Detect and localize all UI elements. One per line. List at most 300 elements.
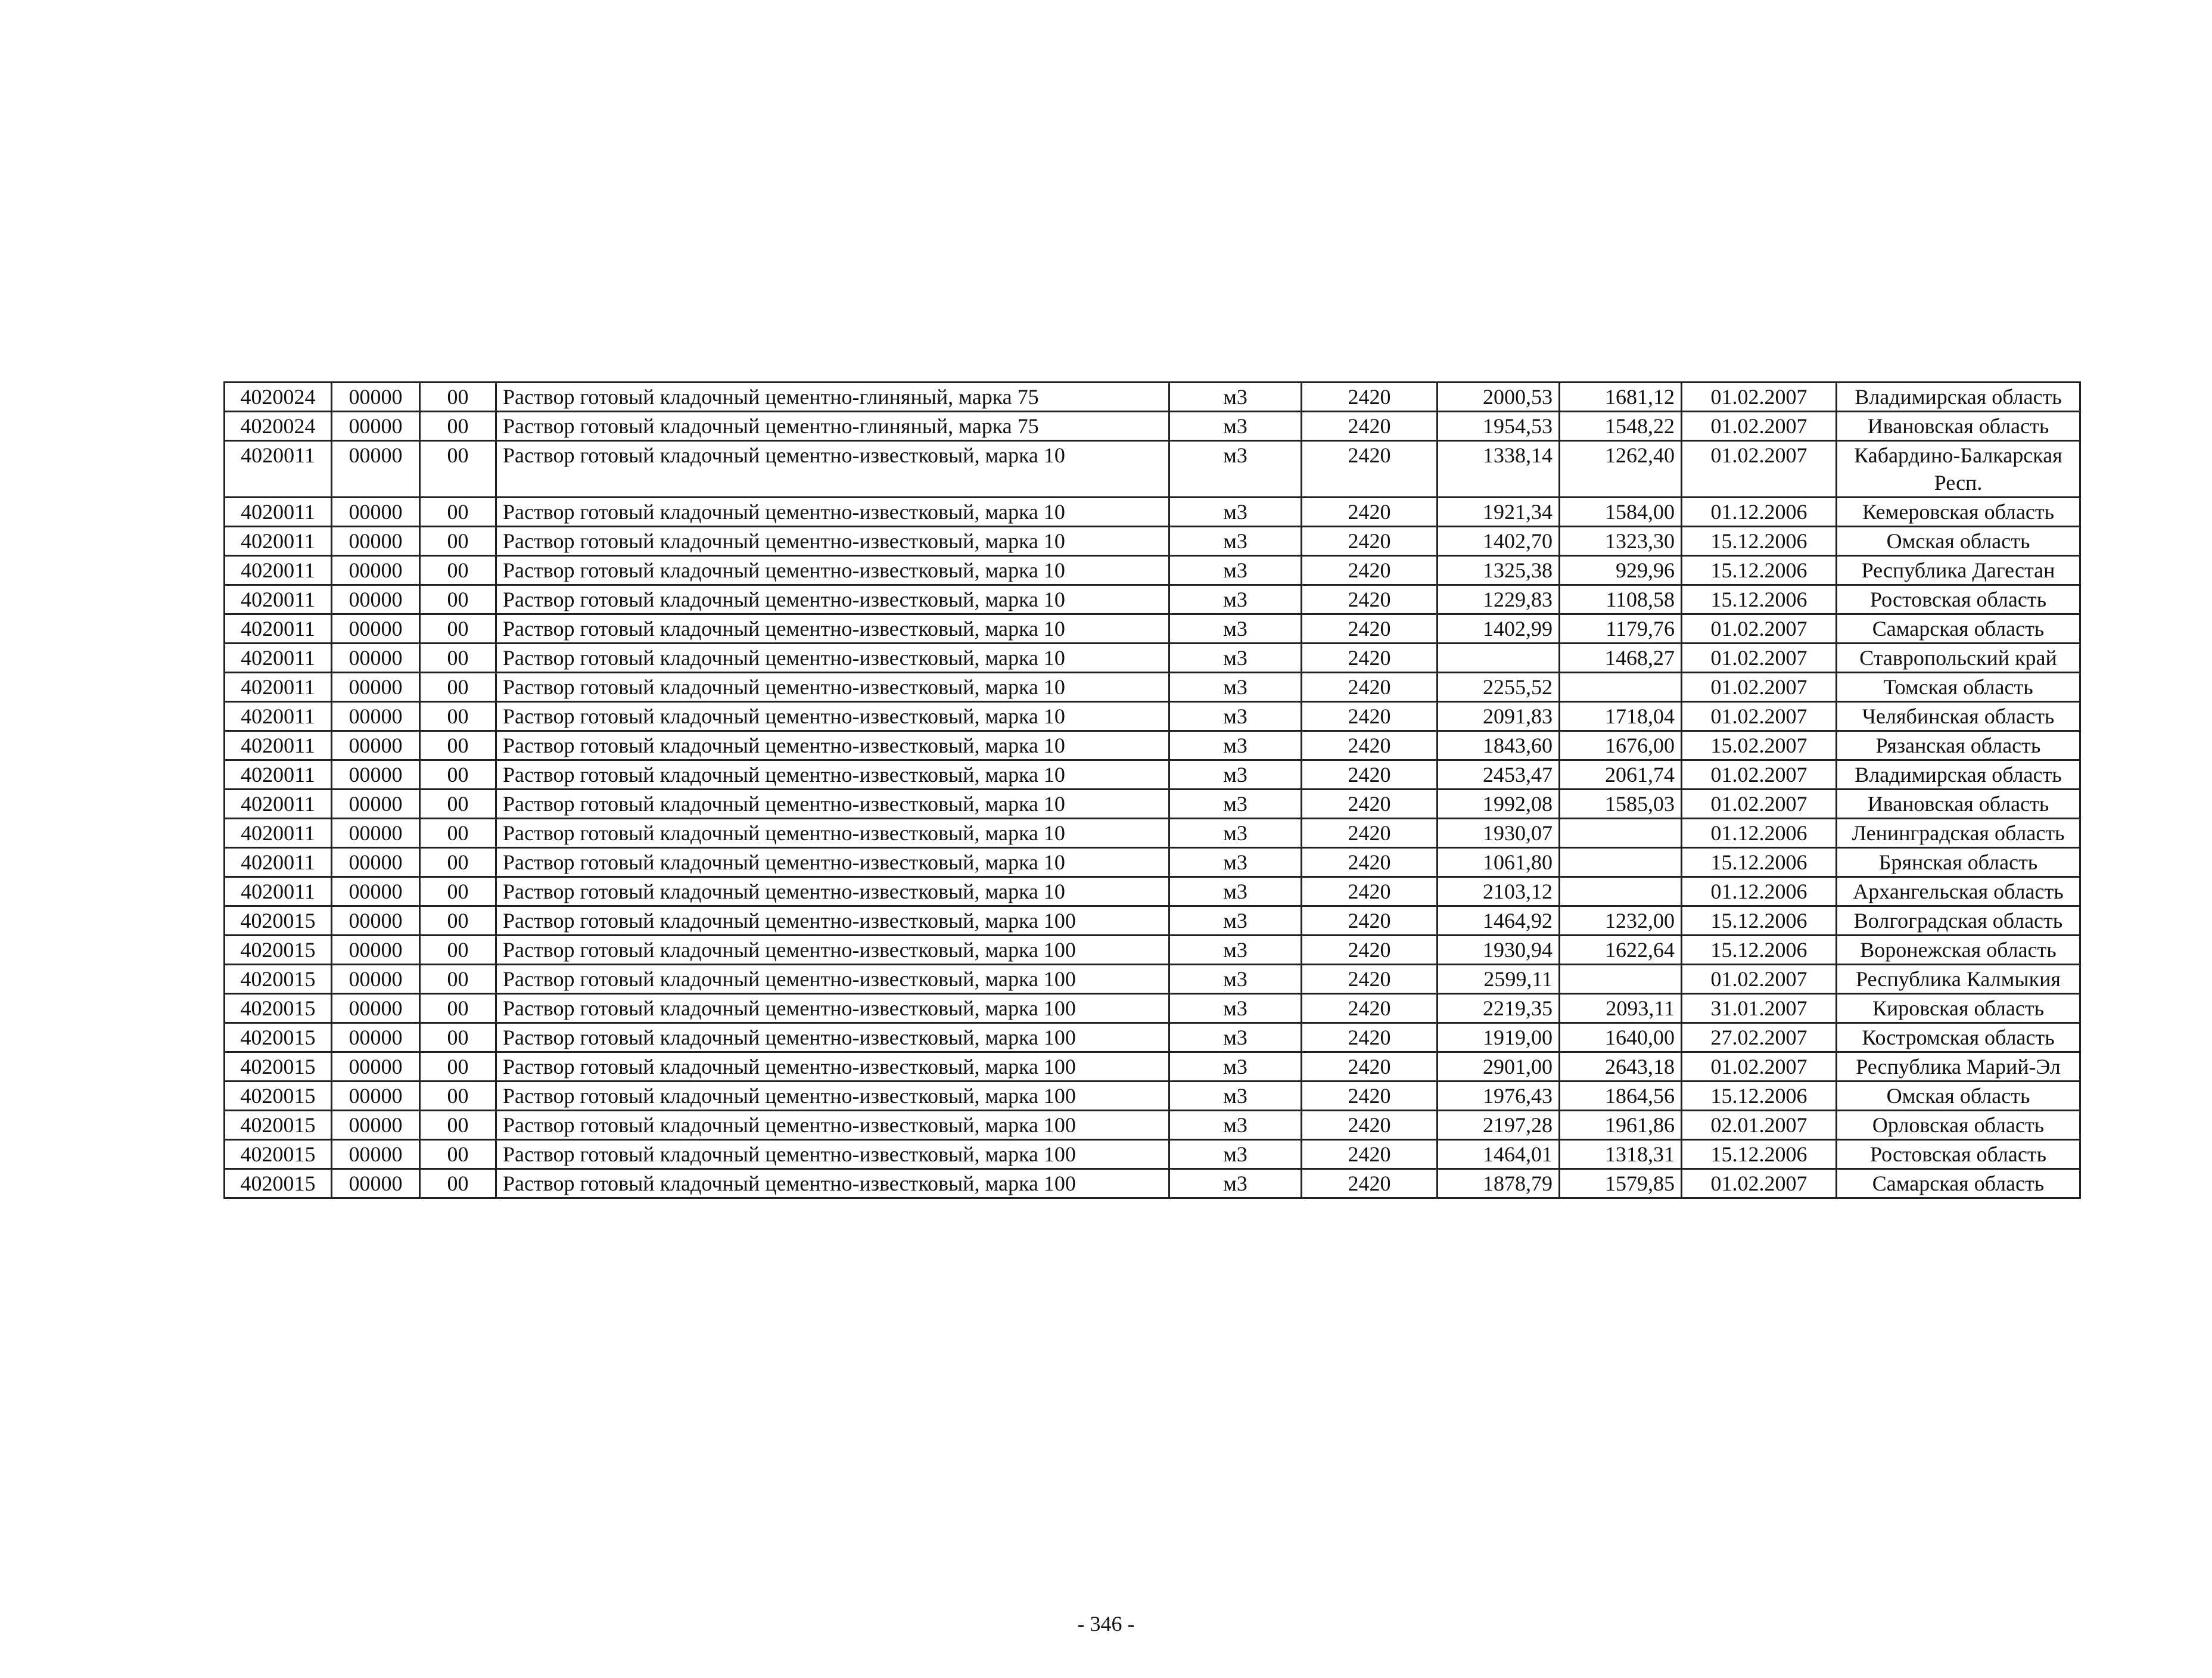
sub-code-cell: 00000 [332,819,420,848]
price-date-cell: 15.12.2006 [1682,527,1837,556]
price-1-cell: 1954,53 [1438,412,1560,441]
group-code-cell: 2420 [1302,1023,1438,1052]
region-cell: Омская область [1837,1082,2080,1111]
region-cell: Самарская область [1837,614,2080,644]
price-2-cell: 2093,11 [1560,994,1682,1023]
region-cell: Республика Калмыкия [1837,965,2080,994]
material-name-cell: Раствор готовый кладочный цементно-глиняный, марка 75 [496,383,1169,412]
material-name-cell: Раствор готовый кладочный цементно-известковый, марка 100 [496,906,1169,936]
unit-cell: м3 [1169,644,1302,673]
region-cell: Томская область [1837,673,2080,702]
unit-cell: м3 [1169,556,1302,585]
price-1-cell: 1325,38 [1438,556,1560,585]
k-code-cell: 00 [420,906,496,936]
group-code-cell: 2420 [1302,848,1438,877]
price-1-cell: 1976,43 [1438,1082,1560,1111]
k-code-cell: 00 [420,1111,496,1140]
unit-cell: м3 [1169,965,1302,994]
k-code-cell: 00 [420,936,496,965]
k-code-cell: 00 [420,731,496,760]
price-date-cell: 01.12.2006 [1682,877,1837,906]
price-date-cell: 01.02.2007 [1682,412,1837,441]
price-date-cell: 15.12.2006 [1682,585,1837,614]
k-code-cell: 00 [420,790,496,819]
group-code-cell: 2420 [1302,936,1438,965]
table-row [225,673,2080,702]
price-date-cell: 02.01.2007 [1682,1111,1837,1140]
resource-code-cell: 4020015 [225,1169,332,1198]
unit-cell: м3 [1169,585,1302,614]
unit-cell: м3 [1169,1169,1302,1198]
sub-code-cell: 00000 [332,994,420,1023]
sub-code-cell: 00000 [332,556,420,585]
sub-code-cell: 00000 [332,383,420,412]
price-2-cell: 1468,27 [1560,644,1682,673]
k-code-cell: 00 [420,1082,496,1111]
price-date-cell: 15.12.2006 [1682,906,1837,936]
region-cell: Ивановская область [1837,790,2080,819]
resource-code-cell: 4020015 [225,936,332,965]
price-date-cell: 15.12.2006 [1682,1082,1837,1111]
material-name-cell: Раствор готовый кладочный цементно-известковый, марка 100 [496,1023,1169,1052]
region-cell: Рязанская область [1837,731,2080,760]
price-date-cell: 15.12.2006 [1682,1140,1837,1169]
material-name-cell: Раствор готовый кладочный цементно-известковый, марка 100 [496,1082,1169,1111]
sub-code-cell: 00000 [332,1169,420,1198]
price-2-cell: 2643,18 [1560,1052,1682,1082]
group-code-cell: 2420 [1302,614,1438,644]
region-cell: Самарская область [1837,1169,2080,1198]
unit-cell: м3 [1169,702,1302,731]
material-name-cell: Раствор готовый кладочный цементно-известковый, марка 100 [496,994,1169,1023]
price-1-cell: 2599,11 [1438,965,1560,994]
unit-cell: м3 [1169,906,1302,936]
region-cell: Республика Дагестан [1837,556,2080,585]
group-code-cell: 2420 [1302,819,1438,848]
k-code-cell: 00 [420,644,496,673]
sub-code-cell: 00000 [332,585,420,614]
sub-code-cell: 00000 [332,731,420,760]
material-name-cell: Раствор готовый кладочный цементно-известковый, марка 100 [496,1169,1169,1198]
group-code-cell: 2420 [1302,585,1438,614]
resource-code-cell: 4020015 [225,1111,332,1140]
price-2-cell: 1718,04 [1560,702,1682,731]
group-code-cell: 2420 [1302,994,1438,1023]
price-2-cell: 1681,12 [1560,383,1682,412]
price-2-cell: 1622,64 [1560,936,1682,965]
k-code-cell: 00 [420,760,496,790]
sub-code-cell: 00000 [332,848,420,877]
table-row [225,556,2080,585]
unit-cell: м3 [1169,1111,1302,1140]
group-code-cell: 2420 [1302,1111,1438,1140]
resource-code-cell: 4020011 [225,790,332,819]
price-1-cell: 1061,80 [1438,848,1560,877]
table-row [225,1169,2080,1198]
k-code-cell: 00 [420,556,496,585]
sub-code-cell: 00000 [332,498,420,527]
region-cell: Волгоградская область [1837,906,2080,936]
group-code-cell: 2420 [1302,965,1438,994]
table-row [225,790,2080,819]
price-2-cell: 1548,22 [1560,412,1682,441]
table-row [225,1082,2080,1111]
sub-code-cell: 00000 [332,644,420,673]
resource-code-cell: 4020015 [225,1140,332,1169]
group-code-cell: 2420 [1302,877,1438,906]
resource-code-cell: 4020015 [225,906,332,936]
price-2-cell: 1584,00 [1560,498,1682,527]
table-row [225,906,2080,936]
price-date-cell: 15.12.2006 [1682,936,1837,965]
price-1-cell: 2219,35 [1438,994,1560,1023]
material-name-cell: Раствор готовый кладочный цементно-известковый, марка 10 [496,614,1169,644]
price-date-cell: 01.02.2007 [1682,441,1837,498]
material-name-cell: Раствор готовый кладочный цементно-известковый, марка 100 [496,965,1169,994]
price-2-cell: 929,96 [1560,556,1682,585]
table-row [225,848,2080,877]
resource-code-cell: 4020011 [225,498,332,527]
resource-code-cell: 4020011 [225,527,332,556]
material-name-cell: Раствор готовый кладочный цементно-известковый, марка 10 [496,673,1169,702]
resource-code-cell: 4020011 [225,760,332,790]
group-code-cell: 2420 [1302,412,1438,441]
price-date-cell: 01.12.2006 [1682,819,1837,848]
region-cell: Брянская область [1837,848,2080,877]
unit-cell: м3 [1169,790,1302,819]
material-name-cell: Раствор готовый кладочный цементно-известковый, марка 10 [496,585,1169,614]
table-row [225,1140,2080,1169]
k-code-cell: 00 [420,877,496,906]
material-name-cell: Раствор готовый кладочный цементно-известковый, марка 100 [496,1140,1169,1169]
price-1-cell: 2453,47 [1438,760,1560,790]
k-code-cell: 00 [420,441,496,498]
price-1-cell [1438,644,1560,673]
region-cell: Ивановская область [1837,412,2080,441]
sub-code-cell: 00000 [332,1052,420,1082]
resource-code-cell: 4020011 [225,614,332,644]
price-2-cell: 1640,00 [1560,1023,1682,1052]
price-1-cell: 1843,60 [1438,731,1560,760]
group-code-cell: 2420 [1302,527,1438,556]
sub-code-cell: 00000 [332,760,420,790]
k-code-cell: 00 [420,1023,496,1052]
k-code-cell: 00 [420,1140,496,1169]
price-2-cell: 2061,74 [1560,760,1682,790]
material-name-cell: Раствор готовый кладочный цементно-известковый, марка 10 [496,527,1169,556]
price-2-cell [1560,877,1682,906]
sub-code-cell: 00000 [332,441,420,498]
table-row [225,614,2080,644]
unit-cell: м3 [1169,673,1302,702]
table-row [225,644,2080,673]
k-code-cell: 00 [420,527,496,556]
group-code-cell: 2420 [1302,556,1438,585]
material-name-cell: Раствор готовый кладочный цементно-известковый, марка 10 [496,556,1169,585]
region-cell: Республика Марий-Эл [1837,1052,2080,1082]
resource-code-cell: 4020011 [225,819,332,848]
group-code-cell: 2420 [1302,498,1438,527]
table-row [225,527,2080,556]
sub-code-cell: 00000 [332,877,420,906]
price-1-cell: 1930,94 [1438,936,1560,965]
material-name-cell: Раствор готовый кладочный цементно-известковый, марка 100 [496,1111,1169,1140]
region-cell: Кемеровская область [1837,498,2080,527]
price-2-cell: 1323,30 [1560,527,1682,556]
table-row [225,412,2080,441]
region-cell: Орловская область [1837,1111,2080,1140]
price-1-cell: 1338,14 [1438,441,1560,498]
region-cell: Челябинская область [1837,702,2080,731]
group-code-cell: 2420 [1302,731,1438,760]
material-name-cell: Раствор готовый кладочный цементно-известковый, марка 10 [496,848,1169,877]
resource-code-cell: 4020024 [225,383,332,412]
sub-code-cell: 00000 [332,702,420,731]
material-name-cell: Раствор готовый кладочный цементно-известковый, марка 10 [496,441,1169,498]
sub-code-cell: 00000 [332,614,420,644]
table-row [225,994,2080,1023]
price-date-cell: 01.02.2007 [1682,644,1837,673]
price-date-cell: 15.02.2007 [1682,731,1837,760]
table-row [225,731,2080,760]
price-2-cell: 1676,00 [1560,731,1682,760]
price-1-cell: 2255,52 [1438,673,1560,702]
price-1-cell: 1402,70 [1438,527,1560,556]
unit-cell: м3 [1169,936,1302,965]
unit-cell: м3 [1169,527,1302,556]
price-1-cell: 1402,99 [1438,614,1560,644]
sub-code-cell: 00000 [332,790,420,819]
price-date-cell: 15.12.2006 [1682,848,1837,877]
price-2-cell: 1864,56 [1560,1082,1682,1111]
unit-cell: м3 [1169,441,1302,498]
resource-code-cell: 4020015 [225,1082,332,1111]
price-2-cell [1560,848,1682,877]
table-row [225,441,2080,498]
material-name-cell: Раствор готовый кладочный цементно-глиняный, марка 75 [496,412,1169,441]
price-date-cell: 01.02.2007 [1682,383,1837,412]
price-1-cell: 2197,28 [1438,1111,1560,1140]
price-1-cell: 2091,83 [1438,702,1560,731]
sub-code-cell: 00000 [332,965,420,994]
price-date-cell: 01.02.2007 [1682,760,1837,790]
k-code-cell: 00 [420,412,496,441]
price-date-cell: 01.02.2007 [1682,790,1837,819]
material-name-cell: Раствор готовый кладочный цементно-известковый, марка 10 [496,498,1169,527]
region-cell: Ленинградская область [1837,819,2080,848]
k-code-cell: 00 [420,1169,496,1198]
unit-cell: м3 [1169,877,1302,906]
sub-code-cell: 00000 [332,673,420,702]
resource-code-cell: 4020011 [225,731,332,760]
price-1-cell: 1229,83 [1438,585,1560,614]
document-page [223,381,2079,1199]
region-cell: Воронежская область [1837,936,2080,965]
group-code-cell: 2420 [1302,644,1438,673]
price-date-cell: 01.02.2007 [1682,1169,1837,1198]
sub-code-cell: 00000 [332,527,420,556]
price-1-cell: 1930,07 [1438,819,1560,848]
price-2-cell [1560,673,1682,702]
resource-code-cell: 4020011 [225,877,332,906]
price-date-cell: 01.02.2007 [1682,673,1837,702]
price-2-cell: 1232,00 [1560,906,1682,936]
region-cell: Костромская область [1837,1023,2080,1052]
resource-code-cell: 4020011 [225,673,332,702]
price-2-cell: 1585,03 [1560,790,1682,819]
price-2-cell [1560,965,1682,994]
price-2-cell: 1262,40 [1560,441,1682,498]
group-code-cell: 2420 [1302,790,1438,819]
table-row [225,965,2080,994]
sub-code-cell: 00000 [332,906,420,936]
k-code-cell: 00 [420,1052,496,1082]
resource-code-cell: 4020015 [225,1023,332,1052]
k-code-cell: 00 [420,498,496,527]
price-table [223,381,2081,1199]
table-row [225,1111,2080,1140]
region-cell: Владимирская область [1837,760,2080,790]
material-name-cell: Раствор готовый кладочный цементно-известковый, марка 10 [496,644,1169,673]
price-1-cell: 2000,53 [1438,383,1560,412]
resource-code-cell: 4020011 [225,556,332,585]
table-body [225,383,2080,1198]
unit-cell: м3 [1169,412,1302,441]
table-row [225,585,2080,614]
unit-cell: м3 [1169,383,1302,412]
price-2-cell: 1961,86 [1560,1111,1682,1140]
price-2-cell: 1318,31 [1560,1140,1682,1169]
material-name-cell: Раствор готовый кладочный цементно-известковый, марка 10 [496,731,1169,760]
material-name-cell: Раствор готовый кладочный цементно-известковый, марка 100 [496,936,1169,965]
k-code-cell: 00 [420,673,496,702]
table-row [225,702,2080,731]
price-2-cell: 1108,58 [1560,585,1682,614]
resource-code-cell: 4020011 [225,585,332,614]
price-1-cell: 1992,08 [1438,790,1560,819]
table-row [225,498,2080,527]
price-1-cell: 2103,12 [1438,877,1560,906]
region-cell: Ростовская область [1837,585,2080,614]
k-code-cell: 00 [420,819,496,848]
resource-code-cell: 4020011 [225,702,332,731]
resource-code-cell: 4020011 [225,441,332,498]
sub-code-cell: 00000 [332,1023,420,1052]
material-name-cell: Раствор готовый кладочный цементно-известковый, марка 100 [496,1052,1169,1082]
table-row [225,819,2080,848]
region-cell: Кировская область [1837,994,2080,1023]
resource-code-cell: 4020015 [225,1052,332,1082]
region-cell: Кабардино-Балкарская Респ. [1837,441,2080,498]
sub-code-cell: 00000 [332,1140,420,1169]
price-date-cell: 31.01.2007 [1682,994,1837,1023]
material-name-cell: Раствор готовый кладочный цементно-известковый, марка 10 [496,877,1169,906]
material-name-cell: Раствор готовый кладочный цементно-известковый, марка 10 [496,760,1169,790]
unit-cell: м3 [1169,848,1302,877]
group-code-cell: 2420 [1302,673,1438,702]
material-name-cell: Раствор готовый кладочный цементно-известковый, марка 10 [496,790,1169,819]
group-code-cell: 2420 [1302,760,1438,790]
price-date-cell: 01.12.2006 [1682,498,1837,527]
price-1-cell: 1464,01 [1438,1140,1560,1169]
resource-code-cell: 4020024 [225,412,332,441]
group-code-cell: 2420 [1302,383,1438,412]
page-number: - 346 - [1077,1612,1135,1636]
unit-cell: м3 [1169,1140,1302,1169]
group-code-cell: 2420 [1302,1169,1438,1198]
group-code-cell: 2420 [1302,1140,1438,1169]
table-row [225,936,2080,965]
resource-code-cell: 4020011 [225,644,332,673]
resource-code-cell: 4020015 [225,965,332,994]
region-cell: Архангельская область [1837,877,2080,906]
k-code-cell: 00 [420,585,496,614]
k-code-cell: 00 [420,965,496,994]
price-date-cell: 01.02.2007 [1682,702,1837,731]
group-code-cell: 2420 [1302,1082,1438,1111]
k-code-cell: 00 [420,383,496,412]
price-1-cell: 1919,00 [1438,1023,1560,1052]
price-2-cell [1560,819,1682,848]
price-2-cell: 1579,85 [1560,1169,1682,1198]
unit-cell: м3 [1169,994,1302,1023]
region-cell: Ставропольский край [1837,644,2080,673]
price-date-cell: 01.02.2007 [1682,965,1837,994]
table-row [225,1023,2080,1052]
price-date-cell: 15.12.2006 [1682,556,1837,585]
group-code-cell: 2420 [1302,441,1438,498]
price-date-cell: 01.02.2007 [1682,614,1837,644]
k-code-cell: 00 [420,702,496,731]
unit-cell: м3 [1169,731,1302,760]
unit-cell: м3 [1169,498,1302,527]
price-1-cell: 1921,34 [1438,498,1560,527]
table-row [225,1052,2080,1082]
region-cell: Владимирская область [1837,383,2080,412]
sub-code-cell: 00000 [332,1111,420,1140]
unit-cell: м3 [1169,614,1302,644]
region-cell: Омская область [1837,527,2080,556]
table-row [225,760,2080,790]
material-name-cell: Раствор готовый кладочный цементно-известковый, марка 10 [496,702,1169,731]
resource-code-cell: 4020011 [225,848,332,877]
table-row [225,383,2080,412]
sub-code-cell: 00000 [332,412,420,441]
k-code-cell: 00 [420,994,496,1023]
unit-cell: м3 [1169,1082,1302,1111]
unit-cell: м3 [1169,819,1302,848]
price-1-cell: 2901,00 [1438,1052,1560,1082]
sub-code-cell: 00000 [332,1082,420,1111]
region-cell: Ростовская область [1837,1140,2080,1169]
group-code-cell: 2420 [1302,1052,1438,1082]
price-1-cell: 1464,92 [1438,906,1560,936]
sub-code-cell: 00000 [332,936,420,965]
resource-code-cell: 4020015 [225,994,332,1023]
unit-cell: м3 [1169,1023,1302,1052]
table-row [225,877,2080,906]
k-code-cell: 00 [420,614,496,644]
k-code-cell: 00 [420,848,496,877]
price-date-cell: 27.02.2007 [1682,1023,1837,1052]
unit-cell: м3 [1169,760,1302,790]
price-2-cell: 1179,76 [1560,614,1682,644]
price-1-cell: 1878,79 [1438,1169,1560,1198]
material-name-cell: Раствор готовый кладочный цементно-известковый, марка 10 [496,819,1169,848]
unit-cell: м3 [1169,1052,1302,1082]
group-code-cell: 2420 [1302,702,1438,731]
price-date-cell: 01.02.2007 [1682,1052,1837,1082]
